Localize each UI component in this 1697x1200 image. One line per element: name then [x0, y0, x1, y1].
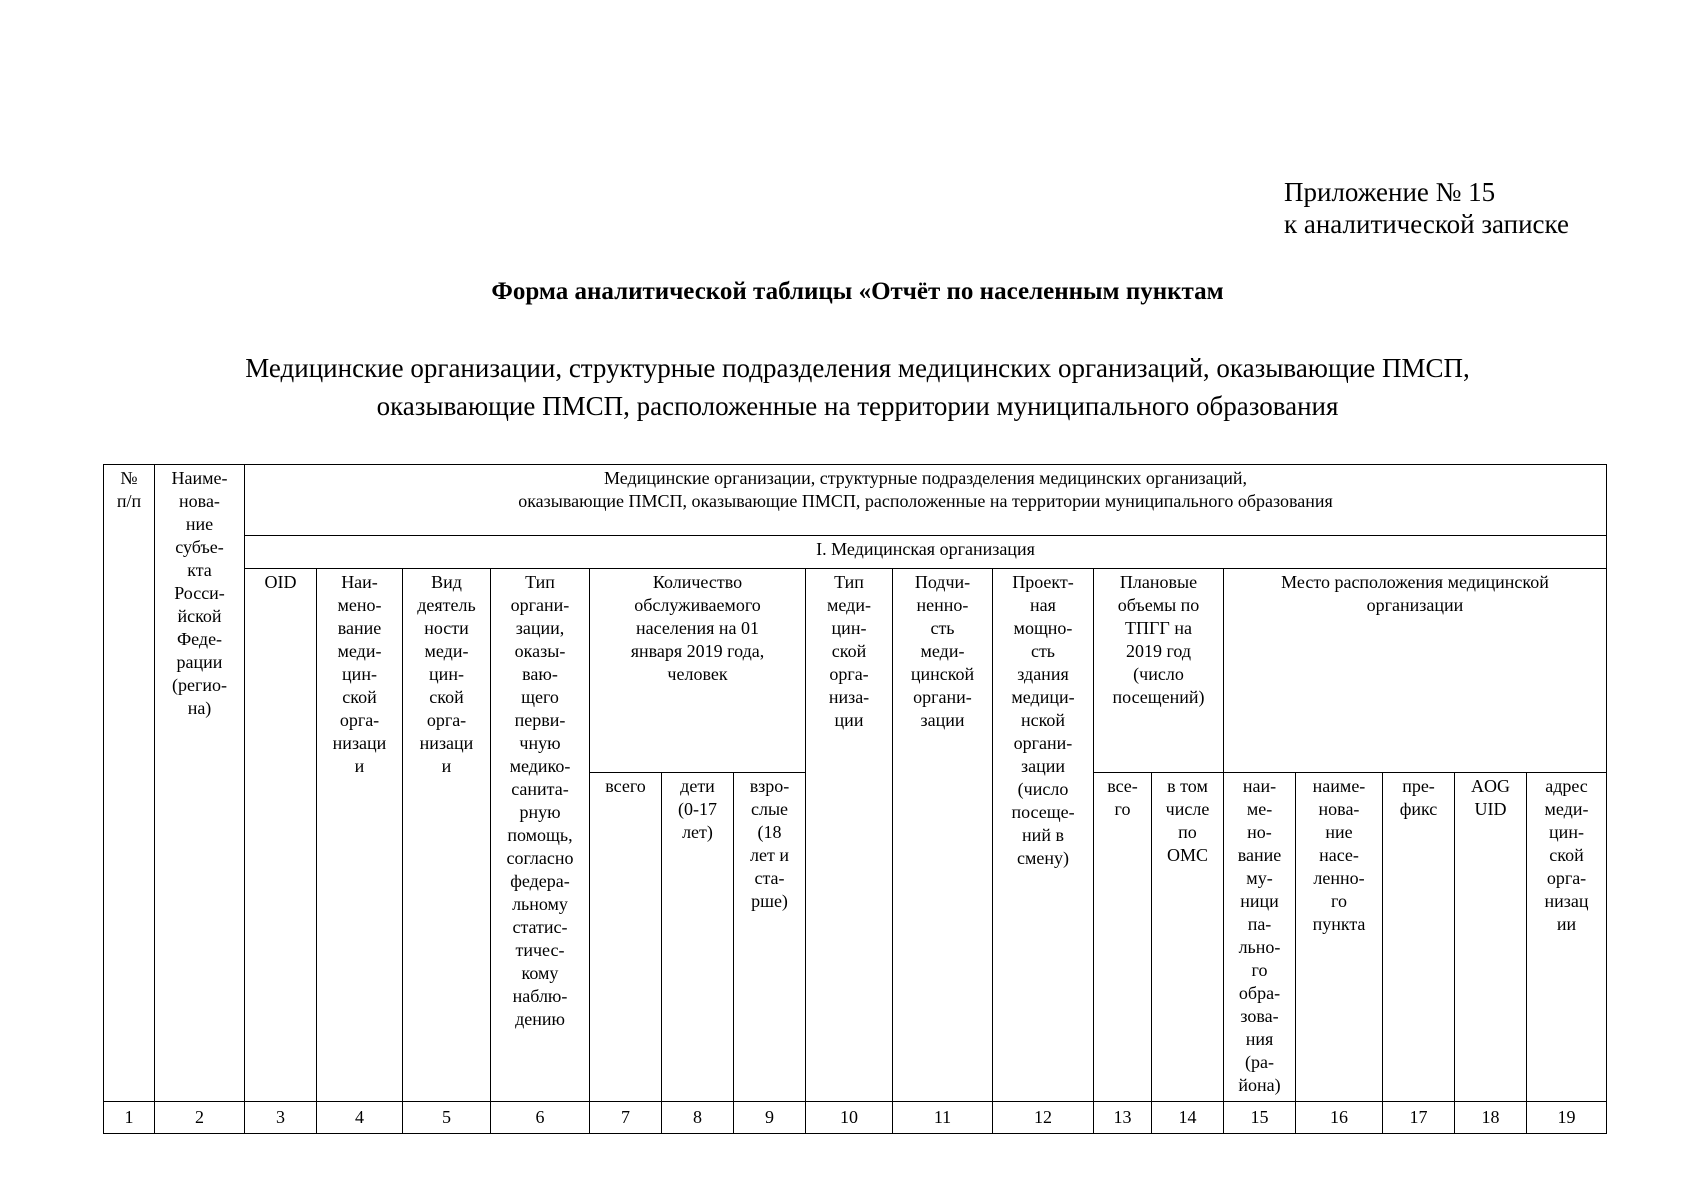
column-number: 17	[1383, 1102, 1455, 1134]
header-population-adults	[734, 773, 806, 1102]
header-activity-type	[403, 569, 491, 1102]
header-line: низаци	[332, 733, 387, 753]
header-organization-type	[491, 569, 590, 1102]
header-line: января 2019 года,	[630, 641, 765, 661]
header-line: (ра-	[1245, 1052, 1274, 1072]
appendix-reference: к аналитической записке	[1284, 209, 1569, 239]
header-line: Медицинские организации, структурные подразделения медицинских организаций,	[604, 468, 1247, 488]
column-number: 4	[317, 1102, 403, 1134]
header-line: нской	[1020, 710, 1066, 730]
header-line: органи-	[1013, 733, 1073, 753]
header-line: Количество	[652, 572, 743, 592]
header-line: медици-	[1011, 687, 1075, 707]
header-region-name	[155, 465, 245, 1102]
header-line: наблю-	[512, 986, 568, 1006]
header-line: Тип	[525, 572, 555, 592]
header-line: 2019 год	[1125, 641, 1192, 661]
header-line: дению	[515, 1009, 565, 1029]
header-line: ненно-	[916, 595, 969, 615]
header-line: низац	[1544, 891, 1589, 911]
header-line: сть	[1030, 641, 1056, 661]
header-line: но-	[1247, 822, 1272, 842]
appendix-number: Приложение № 15	[1284, 177, 1496, 207]
header-line: ме-	[1246, 799, 1273, 819]
header-line: ской	[429, 687, 464, 707]
header-line: в том	[1167, 776, 1208, 796]
header-line: здания	[1017, 664, 1069, 684]
header-line: меди-	[424, 641, 469, 661]
header-line: Тип	[834, 572, 864, 592]
header-line: насе-	[1319, 845, 1359, 865]
header-line: меди-	[920, 641, 965, 661]
header-location	[1224, 569, 1607, 773]
header-line: (0-17	[678, 799, 717, 819]
header-prefix	[1383, 773, 1455, 1102]
header-line: оказывающие ПМСП, оказывающие ПМСП, расположенные на территории муниципального образования	[518, 491, 1333, 511]
header-line: ния	[1245, 1029, 1274, 1049]
column-number: 9	[734, 1102, 806, 1134]
header-line: посеще-	[1011, 802, 1075, 822]
header-line: нова-	[1318, 799, 1360, 819]
header-line: орга-	[426, 710, 467, 730]
header-line: ской	[342, 687, 377, 707]
header-line: му-	[1246, 868, 1273, 888]
header-line: все-	[1107, 776, 1138, 796]
header-line: санита-	[511, 779, 569, 799]
header-line: AOG	[1471, 776, 1510, 796]
header-medical-organizations	[245, 465, 1607, 536]
header-line: ние	[1325, 822, 1353, 842]
header-line: цин-	[342, 664, 377, 684]
header-line: меди-	[1544, 799, 1589, 819]
header-line: смену)	[1017, 848, 1069, 868]
header-line: числе	[1165, 799, 1210, 819]
header-line: обра-	[1238, 983, 1281, 1003]
header-line: ской	[831, 641, 867, 661]
header-population-children	[662, 773, 734, 1102]
header-planned-volumes	[1094, 569, 1224, 773]
header-line: цинской	[910, 664, 975, 684]
column-number: 8	[662, 1102, 734, 1134]
header-line: Феде-	[176, 629, 223, 649]
header-line: слые	[750, 799, 789, 819]
header-line: ской	[1549, 845, 1584, 865]
header-line: чную	[519, 733, 561, 753]
header-planned-oms	[1152, 773, 1224, 1102]
column-number: 19	[1527, 1102, 1607, 1134]
header-line: Проект-	[1012, 572, 1074, 592]
header-line: го	[1331, 891, 1347, 911]
header-organization-name	[317, 569, 403, 1102]
header-line: го	[1114, 799, 1131, 819]
header-line: ии	[1556, 914, 1577, 934]
column-number: 12	[993, 1102, 1094, 1134]
header-line: вание	[337, 618, 382, 638]
header-line: Подчи-	[914, 572, 971, 592]
header-line: мено-	[337, 595, 382, 615]
header-line: Плановые	[1119, 572, 1198, 592]
header-line: (18	[757, 822, 782, 842]
header-line: взро-	[749, 776, 790, 796]
header-line: ние	[185, 514, 214, 534]
header-line: цин-	[831, 618, 867, 638]
header-line: орга-	[339, 710, 380, 730]
header-line: Место расположения медицинской	[1281, 572, 1549, 592]
header-line: деятель	[417, 595, 476, 615]
header-line: субъе-	[175, 537, 224, 557]
header-line: ции	[834, 710, 864, 730]
header-line: ници	[1240, 891, 1279, 911]
header-medical-org-type	[806, 569, 893, 1102]
header-line: организации	[1366, 595, 1464, 615]
header-line: пре-	[1402, 776, 1435, 796]
subtitle-line: Медицинские организации, структурные подразделения медицинских организаций, оказывающие ПМСП,	[245, 353, 1470, 383]
header-line: ленно-	[1313, 868, 1365, 888]
header-line: тичес-	[515, 940, 565, 960]
header-line: зации	[920, 710, 965, 730]
header-line: на)	[187, 698, 212, 718]
header-line: ний в	[1022, 825, 1064, 845]
header-line: помощь,	[507, 825, 573, 845]
header-line: нова-	[179, 491, 220, 511]
column-number: 7	[590, 1102, 662, 1134]
header-line: дети	[680, 776, 715, 796]
header-line: низа-	[828, 687, 870, 707]
header-line: кта	[187, 560, 212, 580]
header-settlement-name	[1296, 773, 1383, 1102]
header-line: лет)	[682, 822, 713, 842]
header-line: перви-	[514, 710, 566, 730]
header-line: орга-	[1546, 868, 1587, 888]
header-line: (число	[1133, 664, 1184, 684]
column-number: 14	[1152, 1102, 1224, 1134]
header-line: федера-	[510, 871, 570, 891]
header-line: медико-	[509, 756, 571, 776]
header-line: меди-	[337, 641, 382, 661]
header-planned-total	[1094, 773, 1152, 1102]
column-number: 2	[155, 1102, 245, 1134]
header-line: органи-	[913, 687, 972, 707]
header-line: орга-	[829, 664, 869, 684]
header-line: рше)	[751, 891, 788, 911]
header-line: ности	[424, 618, 469, 638]
header-line: п/п	[116, 491, 142, 511]
header-line: населения на 01	[636, 618, 759, 638]
header-line: Росси-	[174, 583, 225, 603]
header-oid: OID	[245, 569, 317, 1102]
column-number: 11	[893, 1102, 993, 1134]
header-line: ТПГГ на	[1125, 618, 1192, 638]
header-line: UID	[1474, 799, 1507, 819]
header-line: сть	[930, 618, 955, 638]
column-number: 5	[403, 1102, 491, 1134]
header-line: и	[354, 756, 365, 776]
header-line: цин-	[1549, 822, 1584, 842]
header-line: пункта	[1312, 914, 1366, 934]
column-number: 16	[1296, 1102, 1383, 1134]
header-line: зации,	[515, 618, 565, 638]
subtitle-line: оказывающие ПМСП, расположенные на территории муниципального образования	[376, 391, 1339, 421]
header-population	[590, 569, 806, 773]
header-line: меди-	[827, 595, 871, 615]
header-line: фикс	[1399, 799, 1438, 819]
column-number: 10	[806, 1102, 893, 1134]
header-line: лет и	[750, 845, 789, 865]
header-line: рации	[176, 652, 223, 672]
header-line: №	[120, 468, 138, 488]
header-line: йона)	[1238, 1075, 1281, 1095]
header-line: и	[441, 756, 452, 776]
header-line: вание	[1237, 845, 1282, 865]
header-line: щего	[521, 687, 559, 707]
header-line: ная	[1030, 595, 1056, 615]
column-number: 13	[1094, 1102, 1152, 1134]
report-table	[103, 464, 1607, 1134]
header-line: органи-	[510, 595, 570, 615]
header-line: по	[1178, 822, 1197, 842]
header-line: оказы-	[514, 641, 566, 661]
header-line: ваю-	[522, 664, 558, 684]
header-line: цин-	[429, 664, 464, 684]
header-line: льно-	[1238, 937, 1281, 957]
header-aog-uid	[1455, 773, 1527, 1102]
column-number: 3	[245, 1102, 317, 1134]
header-row-number	[104, 465, 155, 1102]
header-line: зации	[1021, 756, 1065, 776]
header-line: обслуживаемого	[634, 595, 761, 615]
header-design-capacity	[993, 569, 1094, 1102]
header-line: Наиме-	[171, 468, 228, 488]
column-number: 1	[104, 1102, 155, 1134]
header-line: рную	[519, 802, 561, 822]
header-line: согласно	[506, 848, 574, 868]
appendix-note	[1284, 176, 1569, 240]
header-line: ста-	[754, 868, 785, 888]
header-line: низаци	[419, 733, 474, 753]
header-line: (число	[1017, 779, 1069, 799]
header-line: зова-	[1240, 1006, 1279, 1026]
header-line: йской	[177, 606, 222, 626]
header-subordination	[893, 569, 993, 1102]
header-line: посещений)	[1112, 687, 1205, 707]
header-population-total: всего	[590, 773, 662, 1102]
column-number: 18	[1455, 1102, 1527, 1134]
header-line: наи-	[1242, 776, 1277, 796]
header-line: (регио-	[172, 675, 227, 695]
header-line: Наи-	[341, 572, 378, 592]
header-line: па-	[1247, 914, 1272, 934]
form-title: Форма аналитической таблицы «Отчёт по населенным пунктам	[491, 278, 1224, 305]
header-line: наиме-	[1312, 776, 1366, 796]
header-line: го	[1251, 960, 1268, 980]
column-number: 15	[1224, 1102, 1296, 1134]
header-section-medical-organization: I. Медицинская организация	[245, 536, 1607, 569]
header-line: объемы по	[1117, 595, 1200, 615]
header-line: ОМС	[1166, 845, 1208, 865]
header-address	[1527, 773, 1607, 1102]
header-line: человек	[667, 664, 728, 684]
form-subtitle	[0, 349, 1697, 425]
header-line: статис-	[512, 917, 568, 937]
header-line: Вид	[431, 572, 462, 592]
header-municipality-name	[1224, 773, 1296, 1102]
header-line: мощно-	[1013, 618, 1073, 638]
header-line: кому	[521, 963, 559, 983]
header-line: льному	[512, 894, 568, 914]
column-number: 6	[491, 1102, 590, 1134]
header-line: адрес	[1545, 776, 1588, 796]
